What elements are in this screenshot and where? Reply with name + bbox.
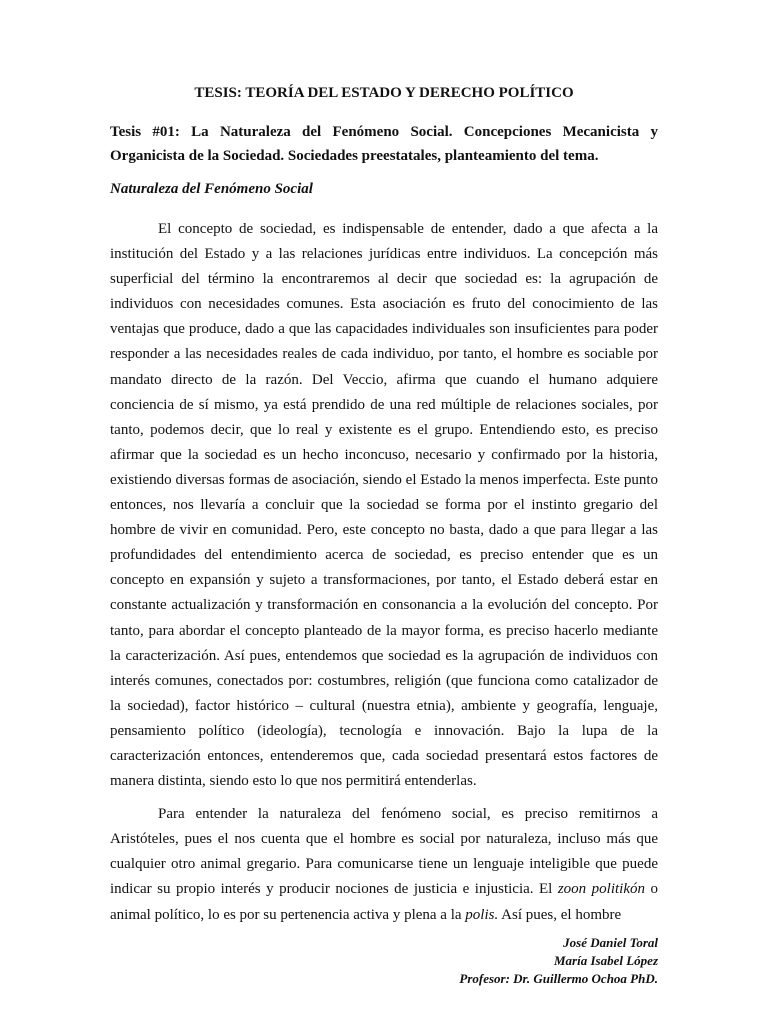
paragraph-1: El concepto de sociedad, es indispensable de entender, dado a que afecta a la institución del Estado y a las relaciones jurídicas entre individuos. La concepción más superficial del término la encontraremos al decir que sociedad es: la agrupación de individuos con necesidades comunes. Esta asociación es fruto del conocimiento de las ventajas que produce, dado a que las capacidades individuales son insuficientes para poder responder a las necesidades reales de cada individuo, por tanto, el hombre es sociable por mandato directo de la razón. Del Veccio, afirma que cuando el humano adquiere conciencia de sí mismo, ya está prendido de una red múltiple de relaciones sociales, por tanto, podemos decir, que lo real y existente es el grupo. Entendiendo esto, es preciso afirmar que la sociedad es un hecho inconcuso, necesario y confirmado por la historia, existiendo diversas formas de asociación, siendo el Estado la menos imperfecta. Este punto entonces, nos llevaría a concluir que la sociedad se forma por el instinto gregario del hombre de vivir en comunidad. Pero, este concepto no basta, dado a que para llegar a las profundidades del entendimiento acerca de sociedad, es preciso entender que es un concepto en expansión y sujeto a transformaciones, por tanto, el Estado deberá estar en constante actualización y transformación en consonancia a la evolución del concepto. Por tanto, para abordar el concepto planteado de la mayor forma, es preciso hacerlo mediante la caracterización. Así pues, entendemos que sociedad es la agrupación de individuos con interés comunes, conectados por: costumbres, religión (que funciona como catalizador de la sociedad), factor histórico – cultural (nuestra etnia), ambiente y geografía, lenguaje, pensamiento político (ideología), tecnología e innovación. Bajo la lupa de la caracterización entonces, entenderemos que, cada sociedad presentará estos factores de manera distinta, siendo esto lo que nos permitirá entenderlas. <box>110 221 658 790</box>
paragraph-2-text-a: Para entender la naturaleza del fenómeno social, es preciso remitirnos a Aristóteles, pues el nos cuenta que el hombre es social por naturaleza, incluso más que cualquier otro animal gregario. Para comunicarse tiene un lenguaje inteligible que puede indicar su propio interés y producir nociones de justicia e injusticia. El <box>110 806 658 898</box>
paragraph-2-italic-polis: polis. <box>465 906 499 923</box>
paragraph-2 <box>110 802 658 927</box>
footer-author-2: María Isabel López <box>554 953 658 968</box>
paragraph-2-text-b: o animal político, lo es por su pertenencia activa y plena a la <box>110 881 658 923</box>
footer-author-1: José Daniel Toral <box>563 935 658 950</box>
document-body <box>110 217 658 936</box>
thesis-subtitle: Tesis #01: La Naturaleza del Fenómeno Social. Concepciones Mecanicista y Organicista de la Sociedad. Sociedades preestatales, planteamiento del tema. <box>110 124 658 164</box>
footer-professor: Profesor: Dr. Guillermo Ochoa PhD. <box>459 971 658 986</box>
document-title: TESIS: TEORÍA DEL ESTADO Y DERECHO POLÍTICO <box>194 85 574 101</box>
paragraph-2-text-c: Así pues, el hombre <box>498 906 622 923</box>
paragraph-2-italic-zoon: zoon politikón <box>557 881 645 898</box>
section-heading: Naturaleza del Fenómeno Social <box>110 181 313 197</box>
page-footer <box>459 934 658 988</box>
